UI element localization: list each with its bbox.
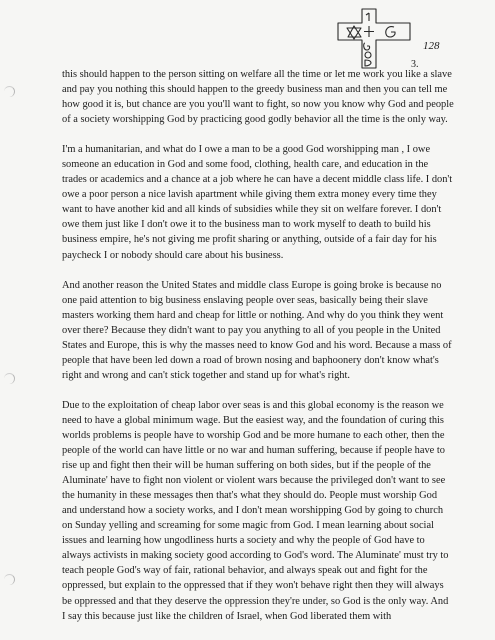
paragraph-2: I'm a humanitarian, and what do I owe a man to be a good God worshipping man , I owe someone an education in God and some food, clothing, health care, and education in the trades or academics and a chance at a job where he can have a decent middle class life. I don't owe a poor person a nice lavish apartment while giving them extra money every time they want to have another kid and all kinds of subsidies while they sit on welfare forever. I don't owe them just like I don't owe it to the business man to work myself to death to build his business empire, he's not giving me profit sharing or anything, outside of a fair day for his paycheck I or nobody should care about his business.: [62, 144, 453, 261]
binder-hole-mark: [4, 574, 15, 585]
binder-hole-mark: [4, 86, 15, 97]
handwritten-page-number: 128: [423, 40, 440, 52]
binder-hole-mark: [4, 373, 15, 384]
body-text: [62, 67, 454, 624]
hand-drawn-cross-stamp: [336, 6, 414, 70]
paragraph-1: this should happen to the person sitting on welfare all the time or let me work you like a slave and pay you nothing this should happen to the greedy business man and then you can tell me how good it is, but chance are you you'll want to fight, so now you know why God and people of a society worshipping God by practicing good godly behavior all the time is the only way.: [62, 69, 454, 126]
paragraph-4: Due to the exploitation of cheap labor over seas is and this global economy is the reason we need to have a global minimum wage. But the easiest way, and the foundation of curing this worlds problems is people have to worship God and be more humane to each other, then the people of the world can have little or no war and human suffering, because if people have to rise up and fight then their will be human suffering on both sides, but if the people of the Aluminate' have to fight non violent or violent wars because the privileged don't want to see the humanity in these messages then that's what they should do. People must worship God and understand how a society works, and I don't mean worshipping God by going to church on Sunday yelling and screaming for some magic from God. I mean learning about social issues and learning how ungodliness hurts a society and why the people of God have to always activists in making society good according to God's word. The Aluminate' must try to teach people God's way of fair, rational behavior, and always speak out and fight for the oppressed, but explain to the oppressed that if they won't behave right then they will always be oppressed and that they deserve the oppression they're under, so God is the only way. And I say this because just like the children of Israel, when God liberated them with: [62, 399, 449, 622]
paragraph-3: And another reason the United States and middle class Europe is going broke is because no one paid attention to big business enslaving people over seas, basically being their slave masters working them hard and cheap for little or nothing. And why do you think they went over there? Because they didn't want to pay you anything to all of you people in the United States and Europe, this is why the masses need to know God and his word. Because a mass of people that have been led down a road of brown nosing and baphoonery don't know what's right and wrong and can't stick together and stand up for what's right.: [62, 279, 452, 381]
page-number: 3.: [411, 59, 419, 70]
